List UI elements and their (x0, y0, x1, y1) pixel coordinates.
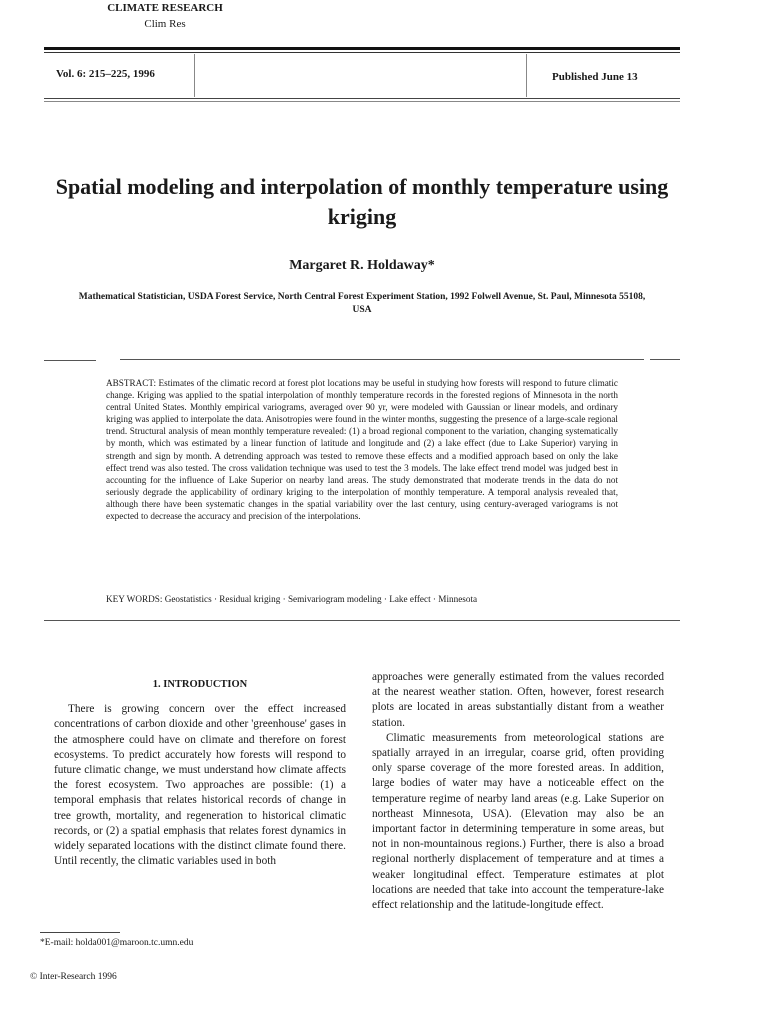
header-bottom-rule (44, 98, 680, 99)
copyright-notice: © Inter-Research 1996 (30, 972, 117, 982)
intro-paragraph-2: Climatic measurements from meteorological stations are spatially arrayed in an irregular, coarse grid, often providing only sparse coverage of the more forested areas. In addition, large bodies of water may have a noticeable effect on the temperature regime of nearby land areas (e.g. Lake Superior on northeast Minnesota, USA). (Elevation may also be an important factor in determining temperature in some areas, but not in non-mountainous regions.) Further, there is also a broad regional northerly displacement of temperature and at times a weaker longitudinal effect. Temperature estimates at plot locations are needed that take into account the temperature-lake effect relationship and the latitude-longitude effect. (372, 731, 664, 912)
header-bottom-rule-thin (44, 101, 680, 102)
author-affiliation: Mathematical Statistician, USDA Forest Service, North Central Forest Experiment Station, 1992 Folwell Avenue, St. Paul, Minnesota 55108, USA (78, 292, 646, 315)
header-top-rule-thin (44, 52, 680, 53)
journal-abbrev: Clim Res (144, 18, 186, 30)
body-column-left (54, 672, 346, 869)
footnote-email: *E-mail: holda001@maroon.tc.umn.edu (40, 938, 194, 948)
keywords: KEY WORDS: Geostatistics · Residual kriging · Semivariogram modeling · Lake effect · Minnesota (106, 594, 478, 604)
abstract-rule-top-right (650, 359, 680, 360)
header-top-rule (44, 47, 680, 50)
abstract-text: ABSTRACT: Estimates of the climatic record at forest plot locations may be useful in studying how forests will respond to future climatic change. Kriging was applied to the spatial interpolation of monthly temperature records in the forested regions of Minnesota in the north central United States. Monthly empirical variograms, averaged over 90 yr, were modeled with Gaussian or linear models, and ordinary kriging was applied to interpolate the data. Anisotropies were found in the winter months, suggesting the presence of a large-scale regional trend. Structural analysis of mean monthly temperature revealed: (1) a broad regional component to the variation, changing systematically by month, which was estimated by a linear function of latitude and longitude and (2) a lake effect (due to Lake Superior) varying in strength and sign by month. A detrending approach was tested to remove these effects and a modified approach based on only the lake effect trend was also tested. The cross validation technique was used to test the 3 models. The lake effect trend model was judged best in accounting for the influence of Lake Superior on nearby land areas. The study demonstrated that moderate trends in the data do not seriously degrade the applicability of ordinary kriging to the interpolation of monthly temperature. A temporal analysis revealed that, although there have been systematic changes in the spatial variability over the last century, using century-averaged variograms is not expected to decrease the accuracy and precision of the interpolations. (106, 378, 618, 522)
journal-name: CLIMATE RESEARCH (107, 2, 223, 14)
author-name: Margaret R. Holdaway* (289, 258, 435, 273)
abstract-rule-top (120, 359, 644, 360)
publication-date: Published June 13 (552, 71, 638, 83)
abstract-rule-top-left (44, 360, 96, 361)
body-column-right (372, 670, 664, 913)
volume-info: Vol. 6: 215–225, 1996 (56, 68, 155, 80)
header-separator-left (194, 54, 195, 97)
footnote-rule (40, 932, 120, 933)
section-heading: 1. INTRODUCTION (152, 679, 248, 690)
intro-paragraph-1: There is growing concern over the effect increased concentrations of carbon dioxide and other 'greenhouse' gases in the atmosphere could have on climate and therefore on forest ecosystems. To predict accurately how forests will respond to future climatic change, we must understand how climate affects the forest ecosystem. Two approaches are possible: (1) a temporal emphasis that relates historical records of change in tree growth, mortality, and regeneration to historical climatic records, or (2) a spatial emphasis that relates forest dynamics in widely separated locations with the distinct climate found there. Until recently, the climatic variables used in both (54, 703, 346, 868)
abstract-rule-bottom (44, 620, 680, 621)
header-separator-right (526, 54, 527, 97)
intro-paragraph-1-continued: approaches were generally estimated from the values recorded at the nearest weather station. Often, however, forest research plots are located in areas substantially distant from a weather station. (372, 671, 664, 729)
paper-title: Spatial modeling and interpolation of monthly temperature using kriging (55, 174, 669, 229)
journal-name-block (0, 0, 330, 32)
